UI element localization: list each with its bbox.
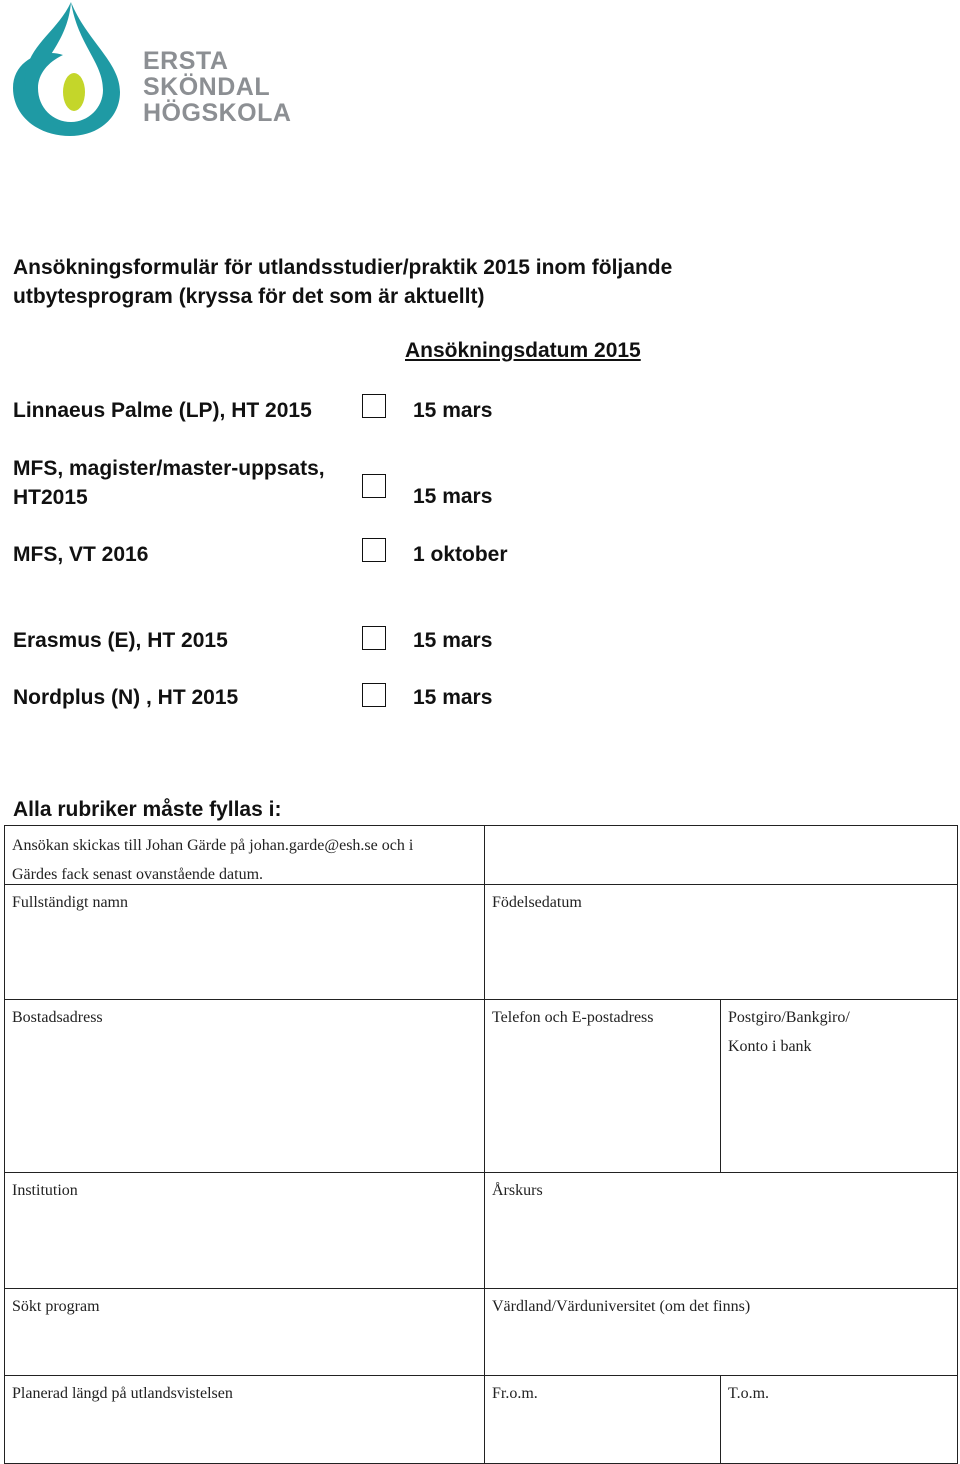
program-label: Sökt program bbox=[12, 1298, 100, 1315]
required-heading: Alla rubriker måste fyllas i: bbox=[13, 798, 282, 821]
address-label: Bostadsadress bbox=[12, 1009, 103, 1026]
program-nordplus-date: 15 mars bbox=[413, 686, 493, 709]
logo-line-2: SKÖNDAL bbox=[143, 73, 271, 101]
phone-email-label: Telefon och E-postadress bbox=[492, 1009, 654, 1026]
bank-label-line-1: Postgiro/Bankgiro/ bbox=[728, 1009, 850, 1026]
year-label: Årskurs bbox=[492, 1182, 543, 1199]
program-field[interactable] bbox=[4, 1288, 485, 1376]
length-label: Planerad längd på utlandsvistelsen bbox=[12, 1385, 233, 1402]
from-date-field[interactable] bbox=[484, 1375, 721, 1464]
length-field[interactable] bbox=[4, 1375, 485, 1464]
phone-email-field[interactable] bbox=[484, 999, 721, 1173]
program-mfs-ht-checkbox[interactable] bbox=[362, 474, 386, 498]
title-line-2: utbytesprogram (kryssa för det som är aktuellt) bbox=[13, 285, 485, 308]
application-form bbox=[4, 825, 958, 1464]
program-lp-label: Linnaeus Palme (LP), HT 2015 bbox=[13, 399, 312, 422]
program-mfs-vt-date: 1 oktober bbox=[413, 543, 508, 566]
logo-line-3: HÖGSKOLA bbox=[143, 99, 292, 127]
program-lp-date: 15 mars bbox=[413, 399, 493, 422]
title-line-1: Ansökningsformulär för utlandsstudier/praktik 2015 inom följande bbox=[13, 256, 673, 279]
bank-label-line-2: Konto i bank bbox=[728, 1038, 812, 1055]
page-title bbox=[13, 253, 773, 311]
logo-wordmark bbox=[143, 48, 291, 126]
program-mfs-ht-label-line-2: HT2015 bbox=[13, 486, 88, 509]
institution-field[interactable] bbox=[4, 1172, 485, 1289]
logo bbox=[8, 0, 292, 140]
institution-label: Institution bbox=[12, 1182, 78, 1199]
drop-logo-icon bbox=[8, 0, 128, 140]
birth-date-label: Födelsedatum bbox=[492, 894, 582, 911]
program-nordplus-checkbox[interactable] bbox=[362, 683, 386, 707]
program-mfs-vt-label: MFS, VT 2016 bbox=[13, 543, 149, 566]
program-lp-checkbox[interactable] bbox=[362, 394, 386, 418]
program-mfs-ht-label bbox=[13, 454, 325, 512]
host-field[interactable] bbox=[484, 1288, 958, 1376]
year-field[interactable] bbox=[484, 1172, 958, 1289]
to-date-field[interactable] bbox=[720, 1375, 958, 1464]
program-erasmus-checkbox[interactable] bbox=[362, 626, 386, 650]
from-date-label: Fr.o.m. bbox=[492, 1385, 538, 1402]
program-mfs-ht-label-line-1: MFS, magister/master-uppsats, bbox=[13, 457, 325, 480]
address-field[interactable] bbox=[4, 999, 485, 1173]
birth-date-field[interactable] bbox=[484, 884, 958, 1000]
program-mfs-ht-date: 15 mars bbox=[413, 485, 493, 508]
instruction-line-2: Gärdes fack senast ovanstående datum. bbox=[12, 866, 264, 883]
program-erasmus-date: 15 mars bbox=[413, 629, 493, 652]
instruction-line-1: Ansökan skickas till Johan Gärde på johan.garde@esh.se och i bbox=[12, 837, 414, 854]
program-mfs-vt-checkbox[interactable] bbox=[362, 538, 386, 562]
blank-cell bbox=[484, 825, 958, 885]
to-date-label: T.o.m. bbox=[728, 1385, 770, 1402]
full-name-label: Fullständigt namn bbox=[12, 894, 128, 911]
program-nordplus-label: Nordplus (N) , HT 2015 bbox=[13, 686, 239, 709]
application-date-header: Ansökningsdatum 2015 bbox=[405, 339, 641, 362]
instruction-cell bbox=[4, 825, 485, 885]
bank-field[interactable] bbox=[720, 999, 958, 1173]
host-label: Värdland/Värduniversitet (om det finns) bbox=[492, 1298, 751, 1315]
logo-line-1: ERSTA bbox=[143, 47, 229, 75]
program-erasmus-label: Erasmus (E), HT 2015 bbox=[13, 629, 228, 652]
full-name-field[interactable] bbox=[4, 884, 485, 1000]
